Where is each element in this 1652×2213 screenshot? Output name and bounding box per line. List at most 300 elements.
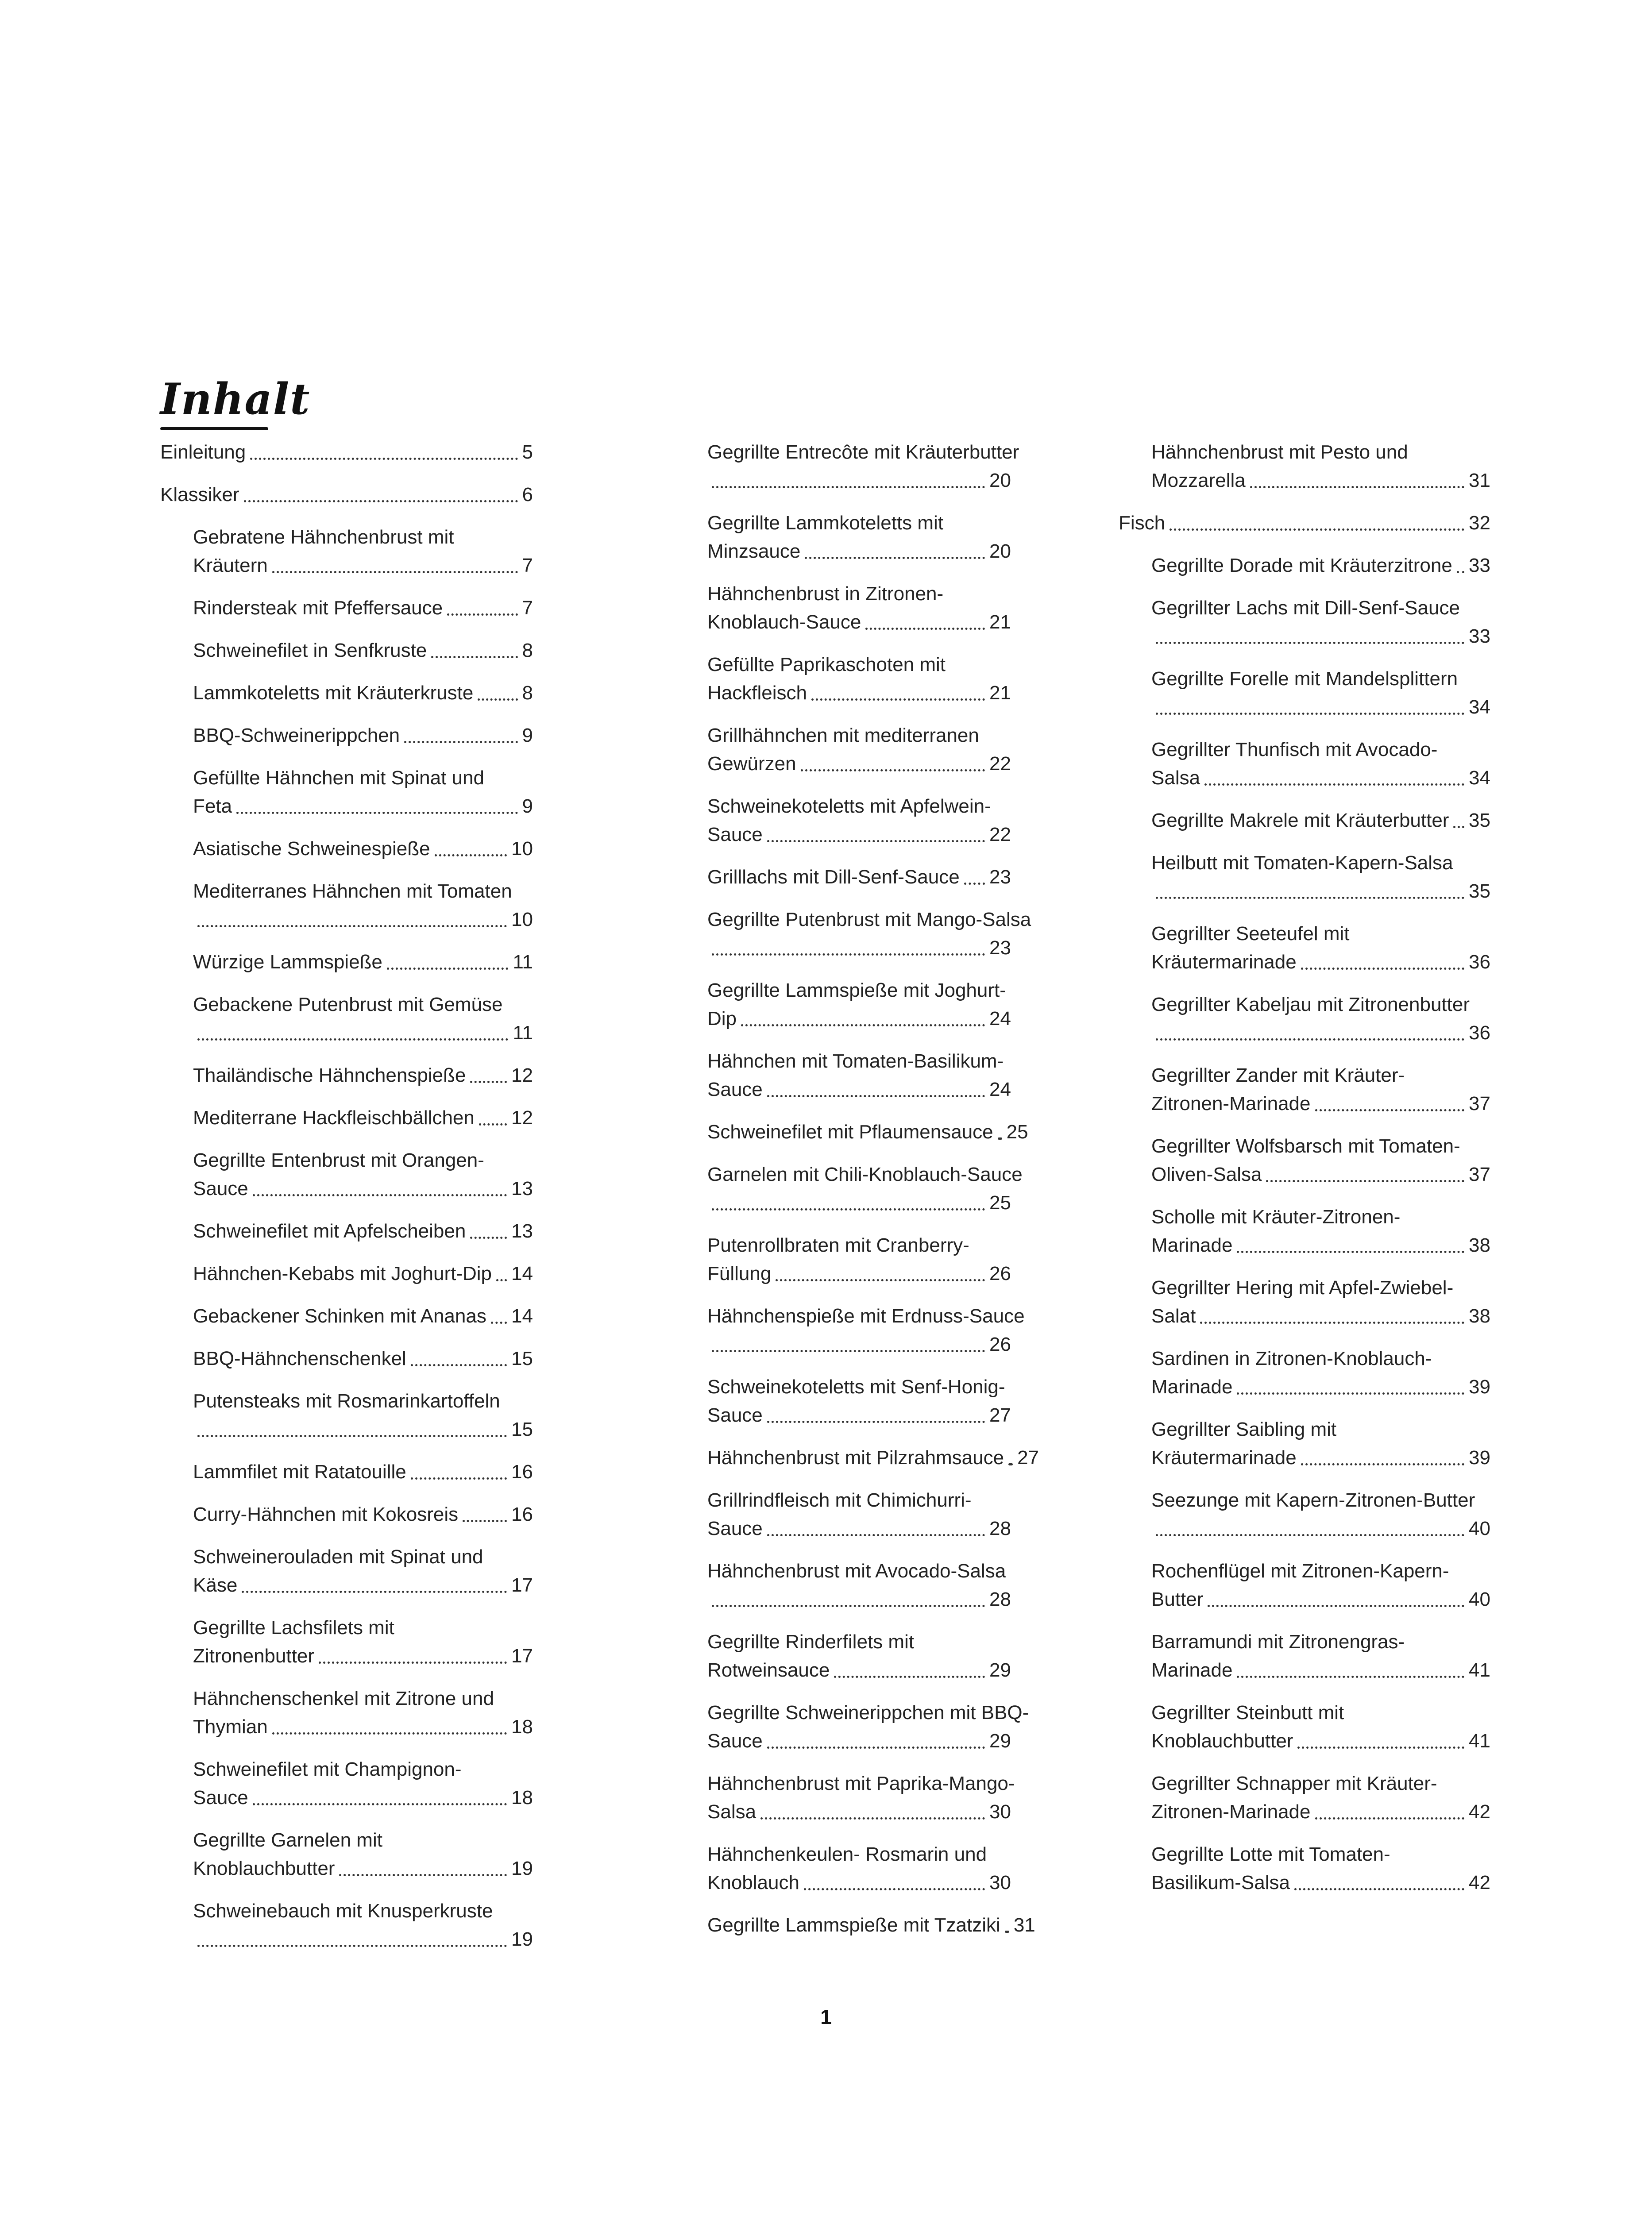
toc-entry-title-continuation: Kräutermarinade bbox=[1151, 1447, 1297, 1469]
toc-entry-title: Hähnchenbrust mit Avocado-Salsa bbox=[707, 1560, 1006, 1582]
toc-entry-title: Hähnchenschenkel mit Zitrone und bbox=[193, 1688, 494, 1709]
toc-entry[interactable] bbox=[160, 835, 533, 863]
toc-entry[interactable] bbox=[675, 1373, 1011, 1430]
toc-entry-title-continuation: Salsa bbox=[1151, 767, 1200, 789]
toc-entry[interactable] bbox=[160, 764, 533, 821]
toc-entry[interactable] bbox=[1119, 551, 1490, 580]
toc-page-number: 35 bbox=[1469, 880, 1490, 902]
toc-page-number: 26 bbox=[989, 1263, 1011, 1284]
toc-entry-title: Grillhähnchen mit mediterranen bbox=[707, 725, 979, 746]
toc-entry[interactable] bbox=[675, 1911, 1035, 1939]
toc-entry-title: Gegrillte Lammspieße mit Tzatziki bbox=[707, 1914, 1000, 1936]
toc-page-number: 9 bbox=[522, 725, 533, 746]
toc-entry-title: Gebratene Hähnchenbrust mit bbox=[193, 526, 454, 548]
toc-entry[interactable] bbox=[160, 1897, 533, 1954]
dot-leader bbox=[411, 1364, 507, 1366]
dot-leader bbox=[479, 1123, 507, 1126]
dot-leader bbox=[250, 458, 517, 460]
toc-entry-title: Heilbutt mit Tomaten-Kapern-Salsa bbox=[1151, 852, 1453, 874]
toc-entry[interactable] bbox=[160, 1302, 533, 1330]
dot-leader bbox=[1156, 1534, 1464, 1536]
dot-leader bbox=[767, 1534, 985, 1536]
toc-page-number: 11 bbox=[513, 1022, 533, 1044]
toc-entry-line bbox=[1151, 1444, 1490, 1472]
toc-entry-title-continuation: Marinade bbox=[1151, 1234, 1233, 1256]
toc-entry[interactable] bbox=[160, 594, 533, 622]
toc-entry-title-continuation: Butter bbox=[1151, 1588, 1204, 1610]
toc-page-number: 27 bbox=[989, 1404, 1011, 1426]
toc-entry[interactable] bbox=[160, 1217, 533, 1245]
toc-entry[interactable] bbox=[675, 863, 1011, 891]
toc-entry-line bbox=[193, 1104, 533, 1132]
toc-entry-line bbox=[1151, 693, 1490, 721]
toc-entry-title: Grillrindfleisch mit Chimichurri- bbox=[707, 1489, 972, 1511]
toc-entry-title: Gegrillte Schweinerippchen mit BBQ- bbox=[707, 1702, 1029, 1723]
toc-entry-title: Gegrillter Hering mit Apfel-Zwiebel- bbox=[1151, 1277, 1454, 1299]
toc-entry[interactable] bbox=[1119, 920, 1490, 976]
toc-page-number: 33 bbox=[1469, 555, 1490, 576]
toc-entry-line bbox=[193, 594, 533, 622]
toc-page-number: 15 bbox=[511, 1419, 533, 1440]
toc-entry[interactable] bbox=[675, 438, 1019, 495]
toc-entry-title-continuation: Sauce bbox=[193, 1178, 248, 1199]
toc-entry-title: Gegrillte Lachsfilets mit bbox=[193, 1617, 394, 1639]
toc-entry[interactable] bbox=[675, 580, 1011, 636]
toc-page-number: 12 bbox=[511, 1064, 533, 1086]
dot-leader bbox=[1250, 486, 1464, 488]
dot-leader bbox=[998, 1137, 1002, 1140]
toc-entry-title-continuation: Gewürzen bbox=[707, 753, 796, 775]
toc-entry[interactable] bbox=[160, 1685, 533, 1741]
toc-entry-title: Schweinekoteletts mit Senf-Honig- bbox=[707, 1376, 1005, 1398]
toc-entry[interactable] bbox=[160, 1260, 533, 1288]
dot-leader bbox=[197, 1435, 507, 1437]
toc-entry-title-continuation: Sauce bbox=[707, 1404, 763, 1426]
toc-entry-title-continuation: Sauce bbox=[707, 1518, 763, 1539]
toc-entry-line bbox=[1151, 467, 1490, 495]
toc-entry[interactable] bbox=[675, 1047, 1011, 1104]
toc-entry[interactable] bbox=[675, 906, 1031, 962]
toc-page-number: 42 bbox=[1469, 1872, 1490, 1893]
toc-entry-line bbox=[193, 948, 533, 976]
toc-entry-title: Thailändische Hähnchenspieße bbox=[193, 1064, 466, 1086]
dot-leader bbox=[865, 628, 985, 630]
toc-entry-line bbox=[707, 863, 1011, 891]
toc-entry-title-continuation: Mozzarella bbox=[1151, 470, 1246, 491]
toc-entry-title-continuation: Käse bbox=[193, 1574, 238, 1596]
toc-entry-title: Fisch bbox=[1119, 512, 1166, 534]
toc-page-number: 20 bbox=[989, 470, 1011, 491]
toc-entry[interactable] bbox=[1119, 1132, 1490, 1189]
toc-entry-line bbox=[1151, 764, 1490, 792]
toc-entry-title: Hähnchenbrust mit Pesto und bbox=[1151, 441, 1408, 463]
toc-entry-line bbox=[160, 438, 533, 467]
toc-entry-title: Gegrillte Lammspieße mit Joghurt- bbox=[707, 979, 1006, 1001]
toc-page-number: 27 bbox=[1017, 1447, 1039, 1469]
toc-entry[interactable] bbox=[675, 792, 1011, 849]
toc-page-number: 38 bbox=[1469, 1234, 1490, 1256]
toc-entry[interactable] bbox=[675, 1160, 1023, 1217]
toc-page-number: 10 bbox=[511, 838, 533, 860]
toc-page-number: 37 bbox=[1469, 1093, 1490, 1114]
dot-leader bbox=[767, 1421, 985, 1423]
toc-entry-line bbox=[193, 551, 533, 580]
dot-leader bbox=[964, 883, 985, 885]
toc-entry-line bbox=[193, 1260, 533, 1288]
toc-page-number: 25 bbox=[1006, 1121, 1028, 1143]
toc-page-number: 34 bbox=[1469, 696, 1490, 718]
toc-entry-line bbox=[193, 1642, 533, 1670]
toc-entry-line bbox=[707, 934, 1011, 962]
toc-entry-title: Mediterrane Hackfleischbällchen bbox=[193, 1107, 475, 1129]
dot-leader bbox=[1208, 1605, 1464, 1607]
toc-entry[interactable] bbox=[1119, 1486, 1490, 1543]
toc-entry-title: Gegrillter Kabeljau mit Zitronenbutter bbox=[1151, 994, 1470, 1015]
toc-column-1 bbox=[160, 438, 533, 1968]
toc-entry-line bbox=[707, 1189, 1011, 1217]
dot-leader bbox=[1457, 571, 1464, 573]
toc-entry[interactable] bbox=[160, 877, 533, 934]
dot-leader bbox=[404, 741, 517, 743]
toc-page-number: 11 bbox=[513, 951, 533, 973]
toc-entry[interactable] bbox=[675, 509, 1011, 566]
toc-page-number: 37 bbox=[1469, 1164, 1490, 1185]
toc-entry-line bbox=[707, 1330, 1011, 1359]
page-number: 1 bbox=[820, 2005, 832, 2028]
toc-entry-line bbox=[1151, 1798, 1490, 1826]
toc-entry[interactable] bbox=[675, 1840, 1011, 1897]
dot-leader bbox=[496, 1279, 507, 1281]
toc-entry-title: Hähnchenbrust in Zitronen- bbox=[707, 583, 944, 605]
toc-entry-line bbox=[1151, 1585, 1490, 1614]
toc-entry-title-continuation: Thymian bbox=[193, 1716, 268, 1738]
toc-page-number: 30 bbox=[989, 1801, 1011, 1823]
toc-entry-title-continuation: Sauce bbox=[707, 1730, 763, 1752]
toc-entry-title: Schweinefilet mit Champignon- bbox=[193, 1758, 462, 1780]
toc-entry-line bbox=[707, 1585, 1011, 1614]
toc-page-number: 26 bbox=[989, 1334, 1011, 1355]
dot-leader bbox=[431, 656, 517, 658]
toc-page-number: 40 bbox=[1469, 1588, 1490, 1610]
toc-entry[interactable] bbox=[160, 636, 533, 665]
toc-entry[interactable] bbox=[675, 1557, 1011, 1614]
toc-entry-title: Lammfilet mit Ratatouille bbox=[193, 1461, 406, 1483]
toc-section-entry[interactable] bbox=[1119, 509, 1490, 537]
toc-page-number: 41 bbox=[1469, 1730, 1490, 1752]
toc-entry[interactable] bbox=[160, 1146, 533, 1203]
toc-page-number: 18 bbox=[511, 1716, 533, 1738]
toc-page-number: 14 bbox=[511, 1263, 533, 1284]
toc-entry-title: Gebackene Putenbrust mit Gemüse bbox=[193, 994, 503, 1015]
toc-entry-title: Gegrillter Schnapper mit Kräuter- bbox=[1151, 1773, 1437, 1794]
toc-entry-line bbox=[193, 1458, 533, 1486]
toc-entry[interactable] bbox=[160, 1543, 533, 1600]
toc-entry-title: Gegrillte Dorade mit Kräuterzitrone bbox=[1151, 555, 1452, 576]
dot-leader bbox=[834, 1676, 985, 1678]
toc-entry[interactable] bbox=[675, 1444, 1039, 1472]
toc-section-entry[interactable] bbox=[160, 481, 533, 509]
toc-page-number: 21 bbox=[989, 611, 1011, 633]
toc-entry-line bbox=[193, 721, 533, 750]
toc-entry[interactable] bbox=[160, 679, 533, 707]
toc-page-number: 17 bbox=[511, 1574, 533, 1596]
toc-entry[interactable] bbox=[160, 1104, 533, 1132]
toc-entry[interactable] bbox=[160, 991, 533, 1047]
toc-entry[interactable] bbox=[675, 1302, 1025, 1359]
toc-entry-title: Gegrillter Lachs mit Dill-Senf-Sauce bbox=[1151, 597, 1460, 619]
toc-entry-line bbox=[193, 1345, 533, 1373]
toc-entry[interactable] bbox=[1119, 665, 1490, 721]
toc-entry-title-continuation: Salat bbox=[1151, 1305, 1196, 1327]
toc-entry[interactable] bbox=[675, 1118, 1028, 1146]
toc-entry[interactable] bbox=[675, 1486, 1011, 1543]
toc-page-number: 10 bbox=[511, 909, 533, 930]
toc-entry-line bbox=[193, 1925, 533, 1954]
toc-entry-title: Schweinefilet mit Apfelscheiben bbox=[193, 1220, 466, 1242]
toc-entry[interactable] bbox=[1119, 991, 1490, 1047]
toc-entry[interactable] bbox=[675, 1231, 1011, 1288]
toc-page-number: 39 bbox=[1469, 1376, 1490, 1398]
toc-page-number: 7 bbox=[522, 555, 533, 576]
toc-entry-title: Hähnchenspieße mit Erdnuss-Sauce bbox=[707, 1305, 1025, 1327]
toc-entry-title-continuation: Knoblauch bbox=[707, 1872, 799, 1893]
toc-entry-line bbox=[193, 1415, 533, 1444]
dot-leader bbox=[805, 557, 985, 559]
toc-entry[interactable] bbox=[675, 1628, 1011, 1685]
toc-entry-title: Scholle mit Kräuter-Zitronen- bbox=[1151, 1206, 1401, 1228]
toc-entry[interactable] bbox=[160, 1500, 533, 1529]
toc-entry-title-continuation: Knoblauchbutter bbox=[1151, 1730, 1293, 1752]
toc-entry[interactable] bbox=[160, 1458, 533, 1486]
toc-entry-title: Schweinefilet mit Pflaumensauce bbox=[707, 1121, 993, 1143]
toc-entry-line bbox=[193, 1571, 533, 1600]
toc-entry[interactable] bbox=[1119, 1557, 1490, 1614]
toc-entry-title-continuation: Zitronen-Marinade bbox=[1151, 1093, 1311, 1114]
title-underline bbox=[160, 427, 268, 430]
toc-entry-title-continuation: Füllung bbox=[707, 1263, 772, 1284]
toc-entry-line bbox=[707, 608, 1011, 636]
toc-entry[interactable] bbox=[1119, 1415, 1490, 1472]
dot-leader bbox=[1008, 1463, 1013, 1465]
dot-leader bbox=[741, 1024, 985, 1026]
dot-leader bbox=[767, 1746, 985, 1749]
dot-leader bbox=[1156, 642, 1464, 644]
dot-leader bbox=[712, 486, 985, 488]
toc-entry-line bbox=[193, 1713, 533, 1741]
toc-entry-line bbox=[1151, 948, 1490, 976]
toc-entry-line bbox=[707, 1401, 1011, 1430]
toc-page-number: 20 bbox=[989, 540, 1011, 562]
toc-entry-line bbox=[707, 1076, 1011, 1104]
toc-entry-line bbox=[1151, 1515, 1490, 1543]
dot-leader bbox=[1301, 968, 1464, 970]
dot-leader bbox=[197, 925, 507, 927]
dot-leader bbox=[478, 698, 517, 701]
dot-leader bbox=[1237, 1251, 1464, 1253]
toc-entry-line bbox=[707, 1911, 1035, 1939]
toc-entry-line bbox=[707, 679, 1011, 707]
dot-leader bbox=[197, 1945, 507, 1947]
toc-entry[interactable] bbox=[1119, 849, 1490, 906]
toc-entry[interactable] bbox=[1119, 1628, 1490, 1685]
toc-page-number: 15 bbox=[511, 1348, 533, 1369]
toc-entry[interactable] bbox=[160, 1826, 533, 1883]
dot-leader bbox=[1453, 826, 1464, 828]
toc-entry[interactable] bbox=[160, 523, 533, 580]
toc-entry[interactable] bbox=[160, 1614, 533, 1670]
toc-entry-line bbox=[193, 1500, 533, 1529]
toc-entry-line bbox=[707, 537, 1011, 566]
dot-leader bbox=[1204, 783, 1464, 786]
toc-entry[interactable] bbox=[160, 1387, 533, 1444]
dot-leader bbox=[1266, 1180, 1464, 1182]
dot-leader bbox=[1315, 1817, 1465, 1820]
toc-entry-title: Gegrillter Steinbutt mit bbox=[1151, 1702, 1344, 1723]
toc-entry[interactable] bbox=[1119, 1699, 1490, 1755]
toc-entry[interactable] bbox=[160, 721, 533, 750]
toc-page-number: 24 bbox=[989, 1079, 1011, 1100]
toc-entry-title: Hähnchenkeulen- Rosmarin und bbox=[707, 1843, 987, 1865]
toc-entry[interactable] bbox=[675, 1699, 1029, 1755]
toc-entry-line bbox=[1151, 1160, 1490, 1189]
toc-entry-title: Gegrillter Thunfisch mit Avocado- bbox=[1151, 739, 1438, 760]
dot-leader bbox=[447, 613, 517, 616]
toc-entry[interactable] bbox=[675, 651, 1011, 707]
dot-leader bbox=[804, 1888, 985, 1890]
dot-leader bbox=[411, 1477, 507, 1480]
dot-leader bbox=[319, 1662, 507, 1664]
dot-leader bbox=[1156, 897, 1464, 899]
toc-entry-title-continuation: Basilikum-Salsa bbox=[1151, 1872, 1290, 1893]
toc-entry-title-continuation: Knoblauch-Sauce bbox=[707, 611, 861, 633]
toc-entry-title: Gegrillte Garnelen mit bbox=[193, 1829, 382, 1851]
toc-page-number: 19 bbox=[511, 1858, 533, 1879]
toc-entry[interactable] bbox=[160, 948, 533, 976]
toc-section-entry[interactable] bbox=[160, 438, 533, 467]
toc-page-number: 21 bbox=[989, 682, 1011, 704]
toc-entry-line bbox=[193, 1061, 533, 1090]
toc-entry-line bbox=[193, 906, 533, 934]
toc-entry-line bbox=[193, 835, 533, 863]
toc-entry-title-continuation: Knoblauchbutter bbox=[193, 1858, 335, 1879]
toc-entry[interactable] bbox=[1119, 594, 1490, 651]
toc-page-number: 16 bbox=[511, 1461, 533, 1483]
toc-page-number: 13 bbox=[511, 1178, 533, 1199]
toc-entry-line bbox=[193, 679, 533, 707]
toc-page-number: 29 bbox=[989, 1730, 1011, 1752]
dot-leader bbox=[776, 1279, 985, 1281]
toc-entry-title: Schweinefilet in Senfkruste bbox=[193, 640, 427, 661]
toc-entry-line bbox=[193, 792, 533, 821]
dot-leader bbox=[760, 1817, 985, 1820]
toc-entry[interactable] bbox=[1119, 1345, 1490, 1401]
toc-page-number: 14 bbox=[511, 1305, 533, 1327]
toc-entry-title-continuation: Marinade bbox=[1151, 1376, 1233, 1398]
dot-leader bbox=[801, 769, 985, 771]
toc-entry[interactable] bbox=[1119, 1203, 1490, 1260]
toc-page-number: 19 bbox=[511, 1928, 533, 1950]
dot-leader bbox=[272, 571, 518, 573]
toc-page-number: 23 bbox=[989, 937, 1011, 959]
toc-entry[interactable] bbox=[1119, 1274, 1490, 1330]
toc-entry[interactable] bbox=[1119, 1061, 1490, 1118]
toc-entry-line bbox=[1151, 1302, 1490, 1330]
dot-leader bbox=[435, 854, 507, 856]
dot-leader bbox=[253, 1194, 507, 1196]
toc-page-number: 13 bbox=[511, 1220, 533, 1242]
toc-entry-title: Garnelen mit Chili-Knoblauch-Sauce bbox=[707, 1164, 1023, 1185]
toc-entry-title: Schweinerouladen mit Spinat und bbox=[193, 1546, 483, 1568]
toc-entry-title: Curry-Hähnchen mit Kokosreis bbox=[193, 1504, 459, 1525]
toc-entry-line bbox=[1151, 551, 1490, 580]
toc-entry-title-continuation: Hackfleisch bbox=[707, 682, 807, 704]
toc-entry-line bbox=[707, 821, 1011, 849]
toc-page-number: 17 bbox=[511, 1645, 533, 1667]
toc-entry-title-continuation: Oliven-Salsa bbox=[1151, 1164, 1262, 1185]
toc-entry-line bbox=[707, 1118, 1028, 1146]
dot-leader bbox=[712, 953, 985, 956]
dot-leader bbox=[339, 1874, 507, 1876]
toc-entry-title-continuation: Sauce bbox=[707, 824, 763, 845]
toc-column-2 bbox=[675, 438, 1039, 1954]
toc-entry-line bbox=[1151, 1373, 1490, 1401]
toc-entry-title: Rindersteak mit Pfeffersauce bbox=[193, 597, 443, 619]
toc-entry[interactable] bbox=[1119, 1770, 1490, 1826]
dot-leader bbox=[1170, 528, 1464, 531]
dot-leader bbox=[712, 1605, 985, 1607]
toc-entry[interactable] bbox=[1119, 736, 1490, 792]
dot-leader bbox=[1005, 1931, 1009, 1933]
toc-entry-line bbox=[707, 1515, 1011, 1543]
dot-leader bbox=[387, 968, 508, 970]
toc-entry-title-continuation: Sauce bbox=[193, 1787, 248, 1808]
dot-leader bbox=[470, 1237, 507, 1239]
toc-entry-line bbox=[193, 1784, 533, 1812]
dot-leader bbox=[197, 1038, 508, 1041]
toc-entry-title-continuation: Rotweinsauce bbox=[707, 1659, 830, 1681]
toc-page-number: 28 bbox=[989, 1588, 1011, 1610]
dot-leader bbox=[470, 1081, 507, 1083]
toc-entry[interactable] bbox=[1119, 806, 1490, 835]
toc-entry-title: Gegrillte Entrecôte mit Kräuterbutter bbox=[707, 441, 1019, 463]
toc-entry-title: Mediterranes Hähnchen mit Tomaten bbox=[193, 880, 512, 902]
toc-entry-title: Gegrillte Putenbrust mit Mango-Salsa bbox=[707, 909, 1031, 930]
toc-entry-title: Hähnchenbrust mit Pilzrahmsauce bbox=[707, 1447, 1004, 1469]
toc-entry-line bbox=[1119, 509, 1490, 537]
toc-entry-title: Hähnchenbrust mit Paprika-Mango- bbox=[707, 1773, 1015, 1794]
toc-entry-title: Gefüllte Hähnchen mit Spinat und bbox=[193, 767, 484, 789]
dot-leader bbox=[1297, 1746, 1464, 1749]
toc-entry[interactable] bbox=[675, 721, 1011, 778]
toc-entry-line bbox=[1151, 1231, 1490, 1260]
toc-entry-title: Asiatische Schweinespieße bbox=[193, 838, 430, 860]
toc-entry[interactable] bbox=[160, 1345, 533, 1373]
toc-entry-line bbox=[193, 1302, 533, 1330]
toc-entry-title-continuation: Dip bbox=[707, 1008, 737, 1029]
toc-entry[interactable] bbox=[675, 976, 1011, 1033]
toc-page-number: 30 bbox=[989, 1872, 1011, 1893]
toc-entry[interactable] bbox=[675, 1770, 1015, 1826]
dot-leader bbox=[1237, 1392, 1464, 1395]
toc-entry[interactable] bbox=[160, 1755, 533, 1812]
toc-entry[interactable] bbox=[1119, 1840, 1490, 1897]
toc-entry[interactable] bbox=[160, 1061, 533, 1090]
toc-entry-line bbox=[707, 1869, 1011, 1897]
toc-entry[interactable] bbox=[1119, 438, 1490, 495]
toc-page-number: 18 bbox=[511, 1787, 533, 1808]
toc-entry-line bbox=[707, 1005, 1011, 1033]
toc-page-number: 31 bbox=[1013, 1914, 1035, 1936]
